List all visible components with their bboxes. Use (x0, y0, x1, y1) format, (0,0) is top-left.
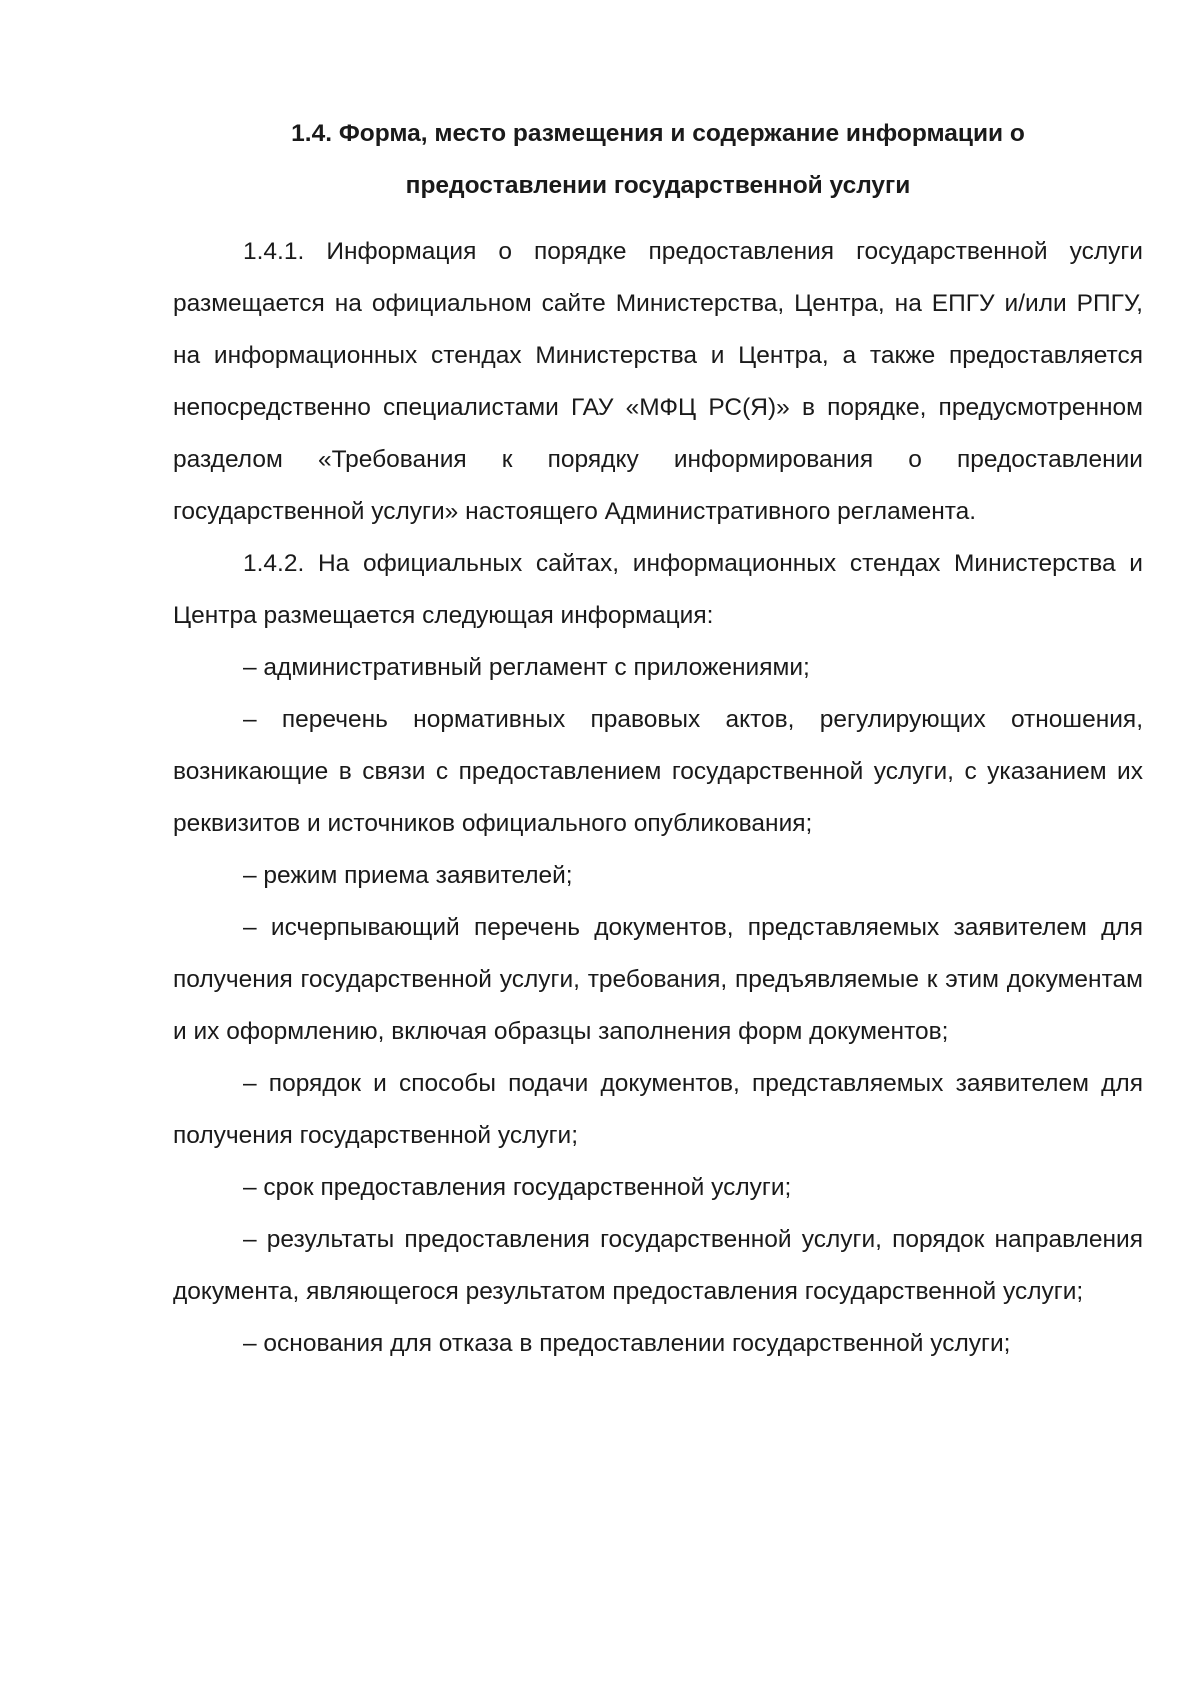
list-item-documents-list: – исчерпывающий перечень документов, представляемых заявителем для получения государственной услуги, требования, предъявляемые к этим документам и их оформлению, включая образцы заполнения форм документов; (173, 914, 1143, 1045)
list-item-refusal-grounds: – основания для отказа в предоставлении государственной услуги; (243, 1330, 1011, 1357)
list-item-service-results: – результаты предоставления государственной услуги, порядок направления документа, являющегося результатом предоставления государственной услуги; (173, 1226, 1143, 1305)
paragraph-1-4-2: 1.4.2. На официальных сайтах, информационных стендах Министерства и Центра размещается следующая информация: (173, 550, 1143, 629)
list-item-regulation: – административный регламент с приложениями; (243, 654, 810, 681)
paragraph-1-4-1: 1.4.1. Информация о порядке предоставления государственной услуги размещается на официальном сайте Министерства, Центра, на ЕПГУ и/или РПГУ, на информационных стендах Министерства и Центра, а также предоставляется непосредственно специалистами ГАУ «МФЦ РС(Я)» в порядке, предусмотренном разделом «Требования к порядку информирования о предоставлении государственной услуги» настоящего Административного регламента. (173, 238, 1143, 525)
list-item-legal-acts: – перечень нормативных правовых актов, регулирующих отношения, возникающие в связи с предоставлением государственной услуги, с указанием их реквизитов и источников официального опубликования; (173, 706, 1143, 837)
list-item-submission-order: – порядок и способы подачи документов, представляемых заявителем для получения государственной услуги; (173, 1070, 1143, 1149)
section-title-line-2: предоставлении государственной услуги (405, 172, 911, 199)
section-title (173, 108, 1143, 212)
document-body (173, 226, 1143, 1370)
list-item-service-term: – срок предоставления государственной услуги; (243, 1174, 792, 1201)
section-title-line-1: 1.4. Форма, место размещения и содержание информации о (291, 120, 1025, 147)
list-item-reception-hours: – режим приема заявителей; (243, 862, 573, 889)
